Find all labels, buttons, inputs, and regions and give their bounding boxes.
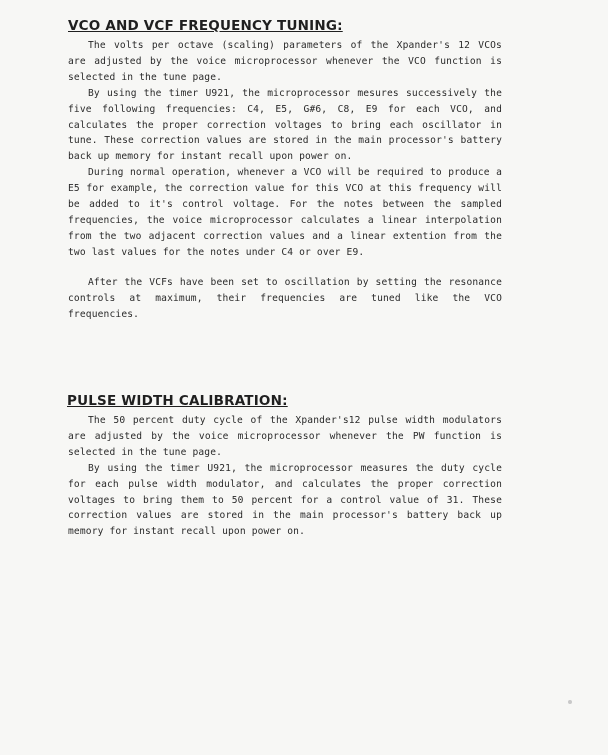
vco-paragraph-1: The volts per octave (scaling) parameters of the Xpander's 12 VCOs are adjusted by the voice microprocessor whenever the VCO function is selected in the tune page.: [68, 40, 502, 83]
vco-paragraph-2: By using the timer U921, the microprocessor mesures successively the five following frequencies: C4, E5, G#6, C8, E9 for each VCO, and calculates the proper correction voltages to bring each oscillator in tune. These correction values are stored in the main processor's battery back up memory for instant recall upon power on.: [68, 87, 502, 163]
vco-paragraph-3: During normal operation, whenever a VCO will be required to produce a E5 for example, the correction value for this VCO at this frequency will be added to it's control voltage. For the notes between the sampled frequencies, the voice microprocessor calculates a linear interpolation from the two adjacent correction values and a linear extention from the two last values for the notes under C4 or over E9.: [68, 167, 502, 258]
pw-paragraph-2: By using the timer U921, the microprocessor measures the duty cycle for each pulse width modulator, and calculates the proper correction voltages to bring them to 50 percent for a control value of 31. These correction values are stored in the main processor's battery back up memory for instant recall upon power on.: [68, 462, 502, 538]
vco-vcf-tuning-heading: VCO AND VCF FREQUENCY TUNING:: [68, 18, 343, 34]
pulse-width-calibration-heading: PULSE WIDTH CALIBRATION:: [67, 393, 288, 409]
pw-paragraph-1: The 50 percent duty cycle of the Xpander's12 pulse width modulators are adjusted by the voice microprocessor whenever the PW function is selected in the tune page.: [68, 415, 502, 458]
scan-speck: [568, 700, 572, 704]
pulse-width-calibration-section: [68, 393, 502, 540]
vcf-paragraph: After the VCFs have been set to oscillation by setting the resonance controls at maximum, their frequencies are tuned like the VCO frequencies.: [68, 276, 502, 320]
vco-vcf-tuning-section: [68, 18, 502, 322]
